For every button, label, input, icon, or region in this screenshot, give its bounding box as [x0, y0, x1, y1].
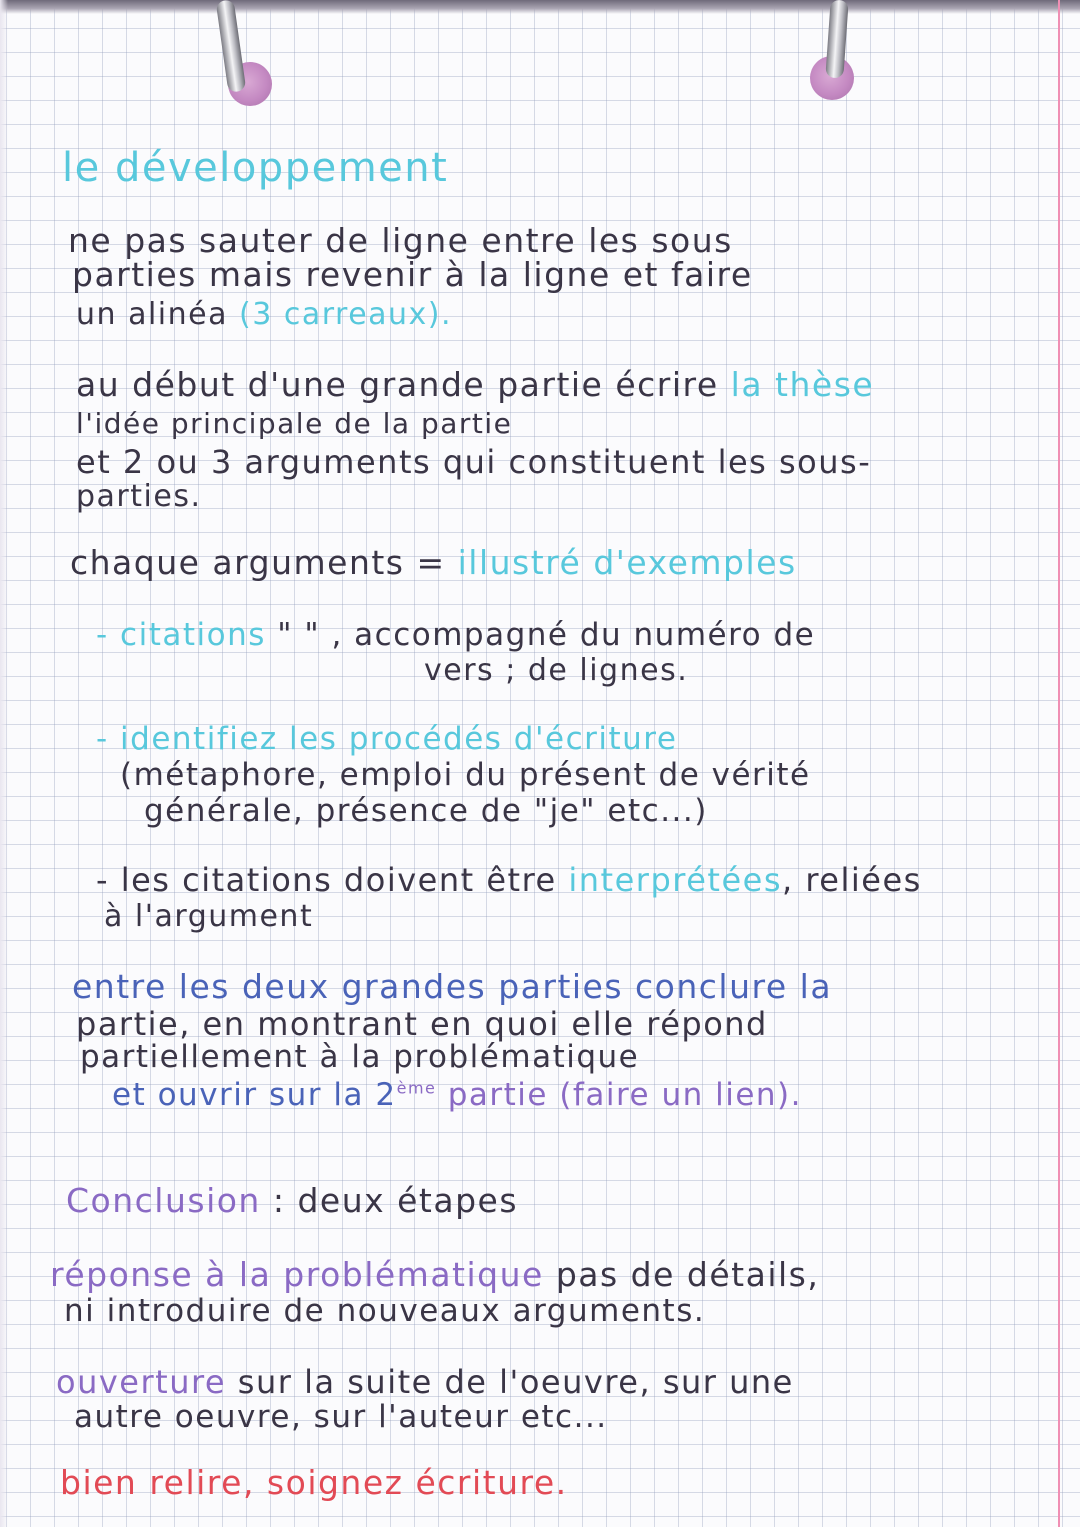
- text-line: [76, 297, 453, 332]
- text-line: [70, 543, 797, 582]
- text-line: entre les deux grandes parties conclure la: [72, 967, 833, 1006]
- text-segment: : deux étapes: [260, 1181, 519, 1220]
- list-item-procedes: - identifiez les procédés d'écriture: [96, 721, 678, 757]
- margin-line: [1058, 0, 1060, 1527]
- text-line: générale, présence de "je" etc...): [144, 793, 708, 829]
- text-line: ne pas sauter de ligne entre les sous: [68, 221, 733, 260]
- text-segment: un alinéa: [76, 297, 240, 332]
- text-line: [112, 1077, 802, 1113]
- highlight-text: - citations: [96, 617, 266, 653]
- text-segment: pas de détails,: [543, 1255, 820, 1294]
- text-line: à l'argument: [104, 899, 314, 934]
- highlight-text: Conclusion: [66, 1181, 261, 1220]
- highlight-text: réponse à la problématique: [50, 1255, 544, 1294]
- text-line: et 2 ou 3 arguments qui constituent les sous-: [76, 443, 872, 481]
- footer-reminder: bien relire, soignez écriture.: [60, 1463, 568, 1502]
- highlight-text: la thèse: [730, 365, 875, 404]
- text-line: parties.: [76, 479, 202, 514]
- text-line: partiellement à la problématique: [80, 1039, 640, 1075]
- text-line: l'idée principale de la partie: [76, 407, 513, 440]
- list-item-citations: [96, 617, 816, 653]
- text-segment: partie (faire un lien).: [436, 1077, 802, 1113]
- superscript: ème: [396, 1078, 437, 1098]
- text-line: (métaphore, emploi du présent de vérité: [120, 757, 811, 793]
- page-left-edge: [0, 0, 8, 1527]
- text-segment: sur la suite de l'oeuvre, sur une: [226, 1363, 794, 1401]
- text-line: [56, 1363, 794, 1401]
- text-segment: au début d'une grande partie écrire: [76, 365, 731, 404]
- text-line: [50, 1255, 820, 1294]
- text-line: partie, en montrant en quoi elle répond: [76, 1005, 768, 1043]
- text-line: parties mais revenir à la ligne et faire: [72, 255, 753, 294]
- highlight-text: ouverture: [56, 1363, 227, 1401]
- highlight-text: illustré d'exemples: [457, 543, 797, 582]
- text-segment: " " , accompagné du numéro de: [265, 617, 816, 653]
- text-segment: , reliées: [781, 861, 922, 899]
- highlight-text: interprétées: [568, 861, 782, 899]
- heading-conclusion: [66, 1181, 519, 1220]
- list-item-interpretees: [96, 861, 922, 899]
- text-line: autre oeuvre, sur l'auteur etc...: [74, 1399, 608, 1435]
- highlight-text: (3 carreaux).: [239, 297, 453, 332]
- binder-top-strip: [0, 0, 1080, 14]
- text-line: vers ; de lignes.: [424, 653, 689, 688]
- heading-developpement: le développement: [62, 145, 449, 191]
- text-line: [76, 365, 875, 404]
- text-line: ni introduire de nouveaux arguments.: [64, 1293, 706, 1329]
- text-segment: et ouvrir sur la 2: [112, 1077, 397, 1113]
- text-segment: - les citations doivent être: [96, 861, 569, 899]
- text-segment: chaque arguments =: [70, 543, 458, 582]
